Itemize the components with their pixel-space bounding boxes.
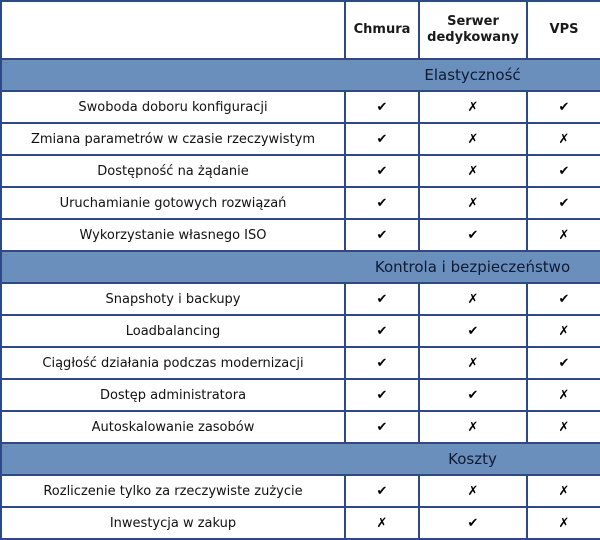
cross-mark-icon: ✗ — [467, 419, 479, 435]
feature-label: Swoboda doboru konfiguracji — [1, 91, 345, 123]
check-mark-icon: ✔ — [376, 355, 388, 371]
value-cell — [345, 187, 419, 219]
cross-mark-icon: ✗ — [558, 227, 570, 243]
cross-mark-icon: ✗ — [376, 515, 388, 531]
section-header-row — [1, 443, 600, 475]
check-mark-icon: ✔ — [376, 387, 388, 403]
check-mark-icon: ✔ — [558, 291, 570, 307]
value-cell — [527, 91, 600, 123]
value-cell — [527, 283, 600, 315]
section-band-left — [1, 443, 345, 475]
value-cell — [527, 155, 600, 187]
value-cell — [527, 187, 600, 219]
value-cell — [419, 155, 527, 187]
feature-label: Dostępność na żądanie — [1, 155, 345, 187]
value-cell — [527, 315, 600, 347]
value-cell — [419, 315, 527, 347]
table-row — [1, 187, 600, 219]
column-header-text: Chmura — [353, 22, 411, 37]
value-cell — [527, 123, 600, 155]
check-mark-icon: ✔ — [558, 99, 570, 115]
feature-label: Wykorzystanie własnego ISO — [1, 219, 345, 251]
feature-label: Autoskalowanie zasobów — [1, 411, 345, 443]
check-mark-icon: ✔ — [376, 291, 388, 307]
check-mark-icon: ✔ — [467, 227, 479, 243]
table-row — [1, 123, 600, 155]
value-cell — [419, 283, 527, 315]
feature-label: Snapshoty i backupy — [1, 283, 345, 315]
check-mark-icon: ✔ — [376, 419, 388, 435]
value-cell — [419, 379, 527, 411]
table-row — [1, 219, 600, 251]
cross-mark-icon: ✗ — [558, 387, 570, 403]
feature-label: Ciągłość działania podczas modernizacji — [1, 347, 345, 379]
cross-mark-icon: ✗ — [558, 323, 570, 339]
value-cell — [419, 347, 527, 379]
value-cell — [345, 219, 419, 251]
value-cell — [345, 91, 419, 123]
check-mark-icon: ✔ — [376, 227, 388, 243]
check-mark-icon: ✔ — [467, 515, 479, 531]
feature-label: Inwestycja w zakup — [1, 507, 345, 539]
column-header-text-line1: Serwer — [447, 14, 499, 29]
cross-mark-icon: ✗ — [467, 99, 479, 115]
value-cell — [527, 411, 600, 443]
section-title: Koszty — [345, 443, 600, 475]
value-cell — [419, 411, 527, 443]
table-row — [1, 347, 600, 379]
check-mark-icon: ✔ — [376, 483, 388, 499]
feature-label: Loadbalancing — [1, 315, 345, 347]
value-cell — [345, 283, 419, 315]
value-cell — [419, 91, 527, 123]
cross-mark-icon: ✗ — [467, 483, 479, 499]
cross-mark-icon: ✗ — [558, 419, 570, 435]
header-row — [1, 1, 600, 59]
cross-mark-icon: ✗ — [558, 483, 570, 499]
header-empty-cell — [1, 1, 345, 59]
column-header-text: VPS — [549, 22, 579, 37]
table-row — [1, 315, 600, 347]
table-row — [1, 379, 600, 411]
table-row — [1, 475, 600, 507]
check-mark-icon: ✔ — [467, 387, 479, 403]
check-mark-icon: ✔ — [376, 131, 388, 147]
value-cell — [345, 315, 419, 347]
check-mark-icon: ✔ — [558, 195, 570, 211]
value-cell — [527, 475, 600, 507]
column-header-chmura — [345, 1, 419, 59]
value-cell — [345, 155, 419, 187]
value-cell — [345, 347, 419, 379]
column-header-vps — [527, 1, 600, 59]
value-cell — [345, 123, 419, 155]
cross-mark-icon: ✗ — [467, 355, 479, 371]
column-header-serwer-dedykowany — [419, 1, 527, 59]
cross-mark-icon: ✗ — [558, 515, 570, 531]
table-row — [1, 411, 600, 443]
value-cell — [527, 347, 600, 379]
check-mark-icon: ✔ — [558, 163, 570, 179]
value-cell — [419, 475, 527, 507]
check-mark-icon: ✔ — [376, 195, 388, 211]
value-cell — [345, 507, 419, 539]
value-cell — [527, 379, 600, 411]
section-header-row — [1, 59, 600, 91]
section-band-left — [1, 59, 345, 91]
cross-mark-icon: ✗ — [467, 195, 479, 211]
table-row — [1, 283, 600, 315]
value-cell — [345, 379, 419, 411]
cross-mark-icon: ✗ — [558, 131, 570, 147]
value-cell — [345, 475, 419, 507]
feature-label: Dostęp administratora — [1, 379, 345, 411]
value-cell — [527, 507, 600, 539]
value-cell — [345, 411, 419, 443]
check-mark-icon: ✔ — [376, 163, 388, 179]
value-cell — [527, 219, 600, 251]
cross-mark-icon: ✗ — [467, 131, 479, 147]
feature-label: Rozliczenie tylko za rzeczywiste zużycie — [1, 475, 345, 507]
value-cell — [419, 507, 527, 539]
value-cell — [419, 123, 527, 155]
value-cell — [419, 187, 527, 219]
table-row — [1, 91, 600, 123]
section-header-row — [1, 251, 600, 283]
check-mark-icon: ✔ — [376, 99, 388, 115]
cross-mark-icon: ✗ — [467, 291, 479, 307]
column-header-text-line2: dedykowany — [427, 30, 519, 45]
cross-mark-icon: ✗ — [467, 163, 479, 179]
check-mark-icon: ✔ — [558, 355, 570, 371]
table-row — [1, 155, 600, 187]
section-title: Elastyczność — [345, 59, 600, 91]
value-cell — [419, 219, 527, 251]
feature-label: Zmiana parametrów w czasie rzeczywistym — [1, 123, 345, 155]
section-title: Kontrola i bezpieczeństwo — [345, 251, 600, 283]
table-row — [1, 507, 600, 539]
check-mark-icon: ✔ — [376, 323, 388, 339]
check-mark-icon: ✔ — [467, 323, 479, 339]
section-band-left — [1, 251, 345, 283]
feature-label: Uruchamianie gotowych rozwiązań — [1, 187, 345, 219]
